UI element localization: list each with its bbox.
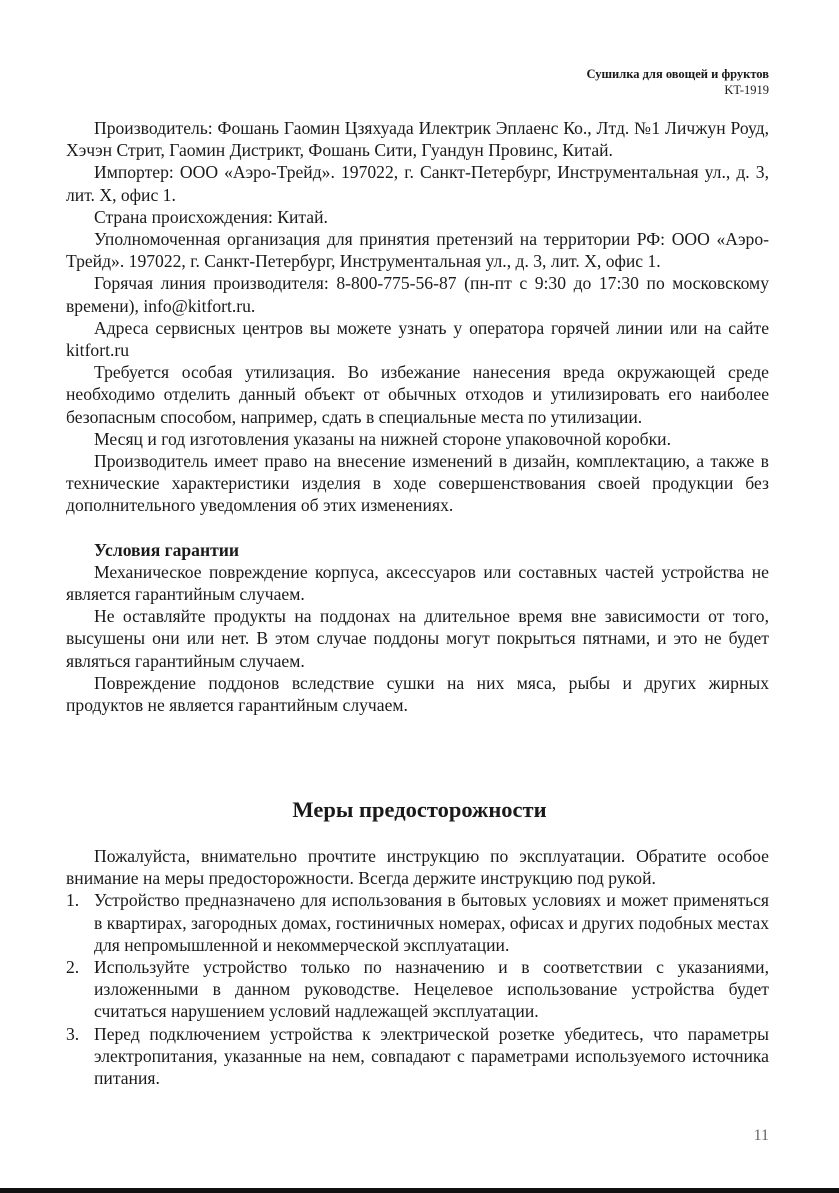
- precautions-section: [66, 845, 769, 1089]
- manufacturer-paragraph: Производитель: Фошань Гаомин Цзяхуада Илектрик Эплаенс Ко., Лтд. №1 Личжун Роуд, Хэчэн Стрит, Гаомин Дистрикт, Фошань Сити, Гуандун Провинс, Китай.: [66, 118, 769, 161]
- authorized-organization-paragraph: Уполномоченная организация для принятия претензий на территории РФ: ООО «Аэро-Трейд». 197022, г. Санкт-Петербург, Инструментальная ул., д. 3, лит. Х, офис 1.: [66, 229, 769, 272]
- warranty-paragraph: Не оставляйте продукты на поддонах на длительное время вне зависимости от того, высушены они или нет. В этом случае поддоны могут покрыться пятнами, и это не будет являться гарантийным случаем.: [66, 606, 769, 671]
- list-item-number: 3.: [66, 1023, 80, 1044]
- info-and-warranty-section: [66, 117, 769, 716]
- list-item-text: Перед подключением устройства к электрической розетке убедитесь, что параметры электропитания, указанные на нем, совпадают с параметрами используемого источника питания.: [94, 1023, 769, 1089]
- design-changes-paragraph: Производитель имеет право на внесение изменений в дизайн, комплектацию, а также в технические характеристики изделия в ходе совершенствования своей продукции без дополнительного уведомления об этих изменениях.: [66, 451, 769, 516]
- list-item: [66, 889, 769, 956]
- warranty-heading: Условия гарантии: [94, 539, 240, 560]
- list-item-number: 2.: [66, 957, 80, 978]
- list-item: [66, 1023, 769, 1090]
- country-of-origin-paragraph: Страна происхождения: Китай.: [94, 206, 328, 227]
- precautions-list: [66, 889, 769, 1089]
- page-number: 11: [753, 1127, 769, 1144]
- hotline-paragraph: Горячая линия производителя: 8-800-775-56-87 (пн-пт с 9:30 до 17:30 по московскому времени), info@kitfort.ru.: [66, 273, 769, 316]
- disposal-paragraph: Требуется особая утилизация. Во избежание нанесения вреда окружающей среде необходимо отделить данный объект от обычных отходов и утилизировать его наиболее безопасным способом, например, сдать в специальные места по утилизации.: [66, 362, 769, 427]
- bottom-edge-rule: [0, 1188, 839, 1193]
- precautions-title: Меры предосторожности: [292, 797, 547, 822]
- warranty-paragraph: Механическое повреждение корпуса, аксессуаров или составных частей устройства не является гарантийным случаем.: [66, 561, 769, 605]
- list-item: [66, 956, 769, 1023]
- list-item-text: Используйте устройство только по назначению и в соответствии с указаниями, изложенными в данном руководстве. Нецелевое использование устройства будет считаться нарушением условий надлежащей эксплуатации.: [94, 957, 769, 1022]
- precautions-intro: Пожалуйста, внимательно прочтите инструкцию по эксплуатации. Обратите особое внимание на меры предосторожности. Всегда держите инструкцию под рукой.: [66, 846, 769, 889]
- importer-paragraph: Импортер: ООО «Аэро-Трейд». 197022, г. Санкт-Петербург, Инструментальная ул., д. 3, лит. Х, офис 1.: [66, 162, 769, 205]
- list-item-number: 1.: [66, 890, 80, 911]
- list-item-text: Устройство предназначено для использования в бытовых условиях и может применяться в квартирах, загородных домах, гостиничных номерах, офисах и других подобных местах для непромышленной и некоммерческой эксплуатации.: [94, 890, 769, 955]
- header-product-title: Сушилка для овощей и фруктов: [586, 67, 769, 81]
- header-model-number: KT-1919: [724, 83, 769, 97]
- running-header: [586, 66, 769, 98]
- manufacture-date-paragraph: Месяц и год изготовления указаны на нижней стороне упаковочной коробки.: [94, 428, 671, 449]
- service-centers-paragraph: Адреса сервисных центров вы можете узнать у оператора горячей линии или на сайте kitfort.ru: [66, 317, 769, 361]
- warranty-paragraph: Повреждение поддонов вследствие сушки на них мяса, рыбы и других жирных продуктов не является гарантийным случаем.: [66, 672, 769, 716]
